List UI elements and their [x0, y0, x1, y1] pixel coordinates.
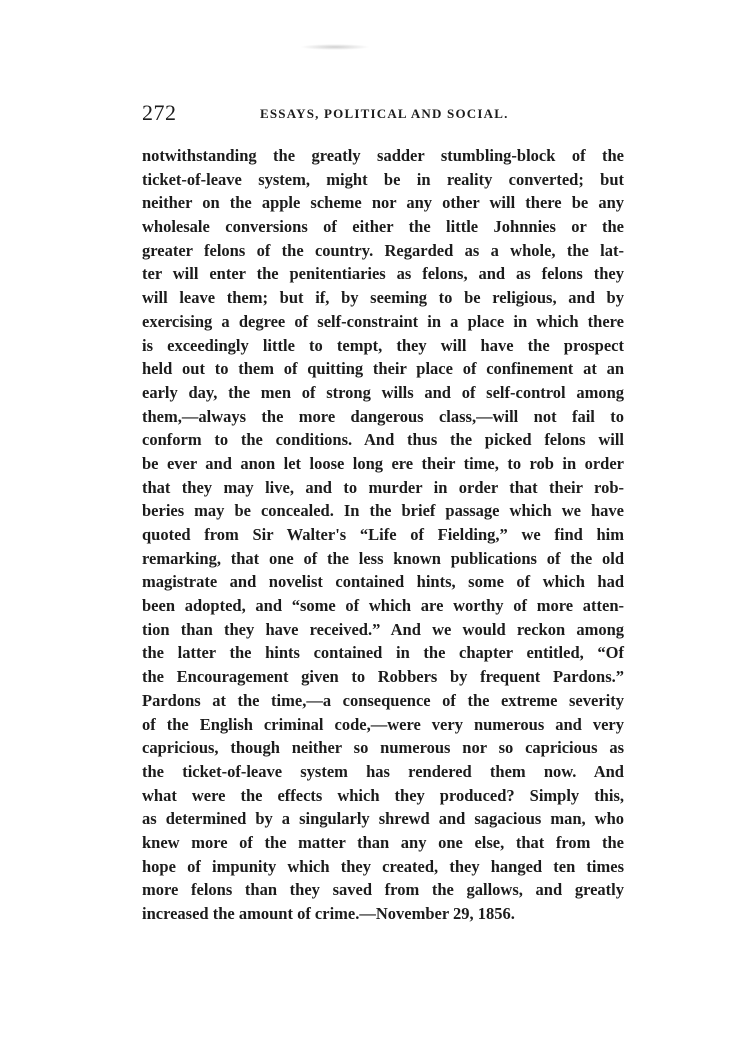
text-line: Pardons at the time,—a consequence of the extreme severity — [142, 690, 624, 710]
text-line: that they may live, and to murder in order that their rob- — [142, 477, 624, 497]
text-line: will leave them; but if, by seeming to be religious, and by — [142, 288, 624, 308]
text-line: as determined by a singularly shrewd and sagacious man, who — [142, 809, 624, 829]
text-line: wholesale conversions of either the little Johnnies or the — [142, 217, 624, 237]
page-header — [142, 100, 622, 134]
text-line: be ever and anon let loose long ere their time, to rob in order — [142, 453, 624, 473]
text-line: what were the effects which they produced? Simply this, — [142, 785, 624, 805]
text-line: the ticket-of-leave system has rendered them now. And — [142, 761, 624, 781]
text-line: been adopted, and “some of which are worthy of more atten- — [142, 596, 624, 616]
text-line: hope of impunity which they created, they hanged ten times — [142, 856, 624, 876]
text-line: held out to them of quitting their place of confinement at an — [142, 359, 624, 379]
text-line: of the English criminal code,—were very numerous and very — [142, 714, 624, 734]
text-line: more felons than they saved from the gallows, and greatly — [142, 880, 624, 900]
text-line: ter will enter the penitentiaries as felons, and as felons they — [142, 264, 624, 284]
text-line: knew more of the matter than any one else, that from the — [142, 832, 624, 852]
text-line: magistrate and novelist contained hints, some of which had — [142, 572, 624, 592]
scan-smudge — [300, 44, 370, 50]
text-line: conform to the conditions. And thus the picked felons will — [142, 430, 624, 450]
text-line: tion than they have received.” And we would reckon among — [142, 619, 624, 639]
text-line: the latter the hints contained in the chapter entitled, “Of — [142, 643, 624, 663]
text-line: the Encouragement given to Robbers by frequent Pardons.” — [142, 667, 624, 687]
text-line: capricious, though neither so numerous nor so capricious as — [142, 738, 624, 758]
running-head: ESSAYS, POLITICAL AND SOCIAL. — [260, 106, 509, 121]
text-line: remarking, that one of the less known publications of the old — [142, 548, 624, 568]
text-line: notwithstanding the greatly sadder stumbling-block of the — [142, 146, 624, 165]
text-line: is exceedingly little to tempt, they will have the prospect — [142, 335, 624, 355]
essay-body — [142, 144, 624, 926]
text-line: greater felons of the country. Regarded as a whole, the lat- — [142, 240, 624, 260]
text-line: exercising a degree of self-constraint in a place in which there — [142, 311, 624, 331]
text-line: beries may be concealed. In the brief passage which we have — [142, 501, 624, 521]
text-line: neither on the apple scheme nor any other will there be any — [142, 193, 624, 213]
page-number: 272 — [142, 100, 177, 125]
text-line-final: increased the amount of crime.—November 29, 1856. — [142, 904, 515, 923]
text-line: them,—always the more dangerous class,—will not fail to — [142, 406, 624, 426]
text-line: ticket-of-leave system, might be in reality converted; but — [142, 169, 624, 189]
text-line: early day, the men of strong wills and of self-control among — [142, 382, 624, 402]
text-line: quoted from Sir Walter's “Life of Fielding,” we find him — [142, 525, 624, 544]
